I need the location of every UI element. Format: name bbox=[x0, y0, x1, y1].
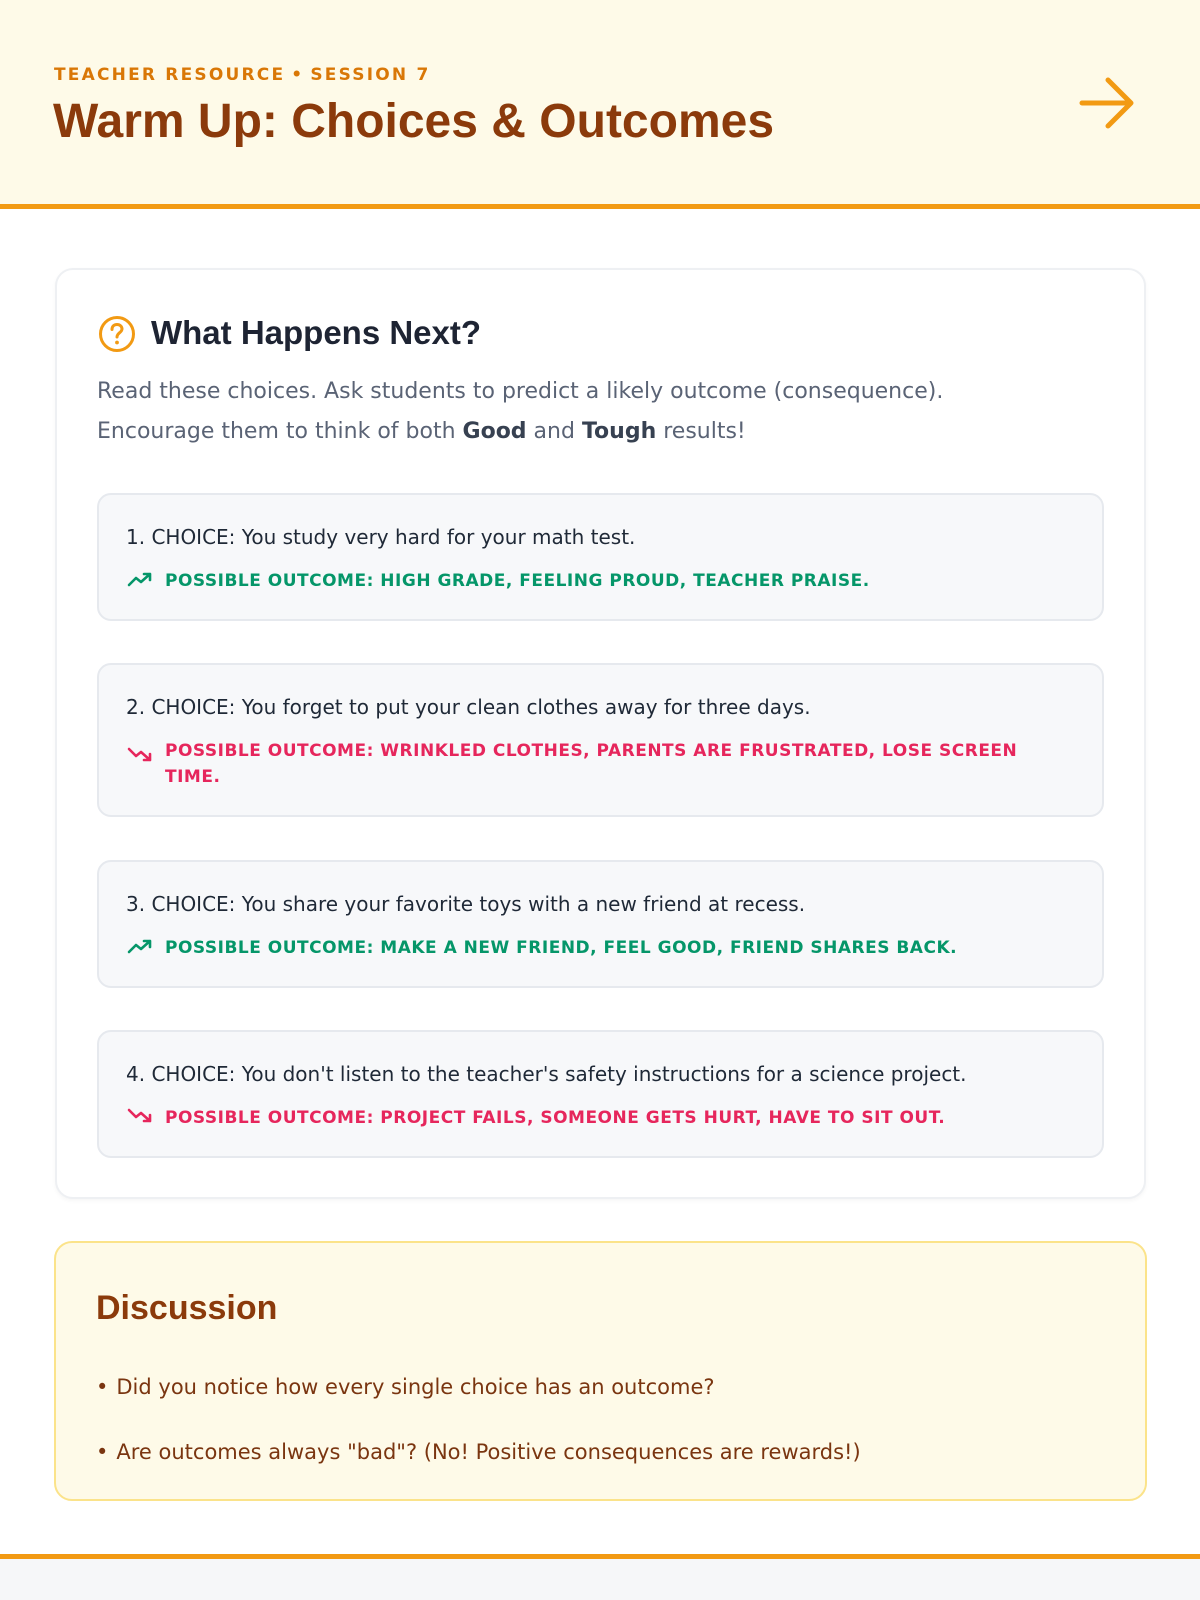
bullet: • bbox=[96, 1375, 109, 1399]
discussion-item bbox=[96, 1375, 715, 1399]
choice-text: 4. CHOICE: You don't listen to the teacher's safety instructions for a science project. bbox=[126, 1062, 967, 1086]
card-intro bbox=[97, 372, 1097, 452]
bullet: • bbox=[96, 1440, 109, 1464]
trending-up-icon bbox=[126, 935, 154, 957]
kicker-resource: TEACHER RESOURCE bbox=[54, 65, 286, 85]
choice-text: 1. CHOICE: You study very hard for your math test. bbox=[126, 525, 636, 549]
intro-suffix: results! bbox=[656, 419, 746, 444]
outcome-text: POSSIBLE OUTCOME: WRINKLED CLOTHES, PARENTS ARE FRUSTRATED, LOSE SCREEN TIME. bbox=[165, 741, 1018, 787]
discussion-item-text: Did you notice how every single choice has an outcome? bbox=[116, 1375, 715, 1399]
trending-down-icon bbox=[126, 1105, 154, 1127]
page-title: Warm Up: Choices & Outcomes bbox=[53, 95, 775, 148]
outcome-text: POSSIBLE OUTCOME: PROJECT FAILS, SOMEONE GETS HURT, HAVE TO SIT OUT. bbox=[165, 1108, 946, 1128]
intro-tough: Tough bbox=[581, 419, 657, 444]
outcome-row bbox=[126, 568, 1076, 594]
choice-text: 3. CHOICE: You share your favorite toys with a new friend at recess. bbox=[126, 892, 806, 916]
question-circle-icon bbox=[98, 315, 136, 353]
trending-up-icon bbox=[126, 568, 154, 590]
choice-card bbox=[97, 860, 1104, 988]
kicker-session: SESSION 7 bbox=[310, 65, 431, 85]
outcome-text: POSSIBLE OUTCOME: HIGH GRADE, FEELING PROUD, TEACHER PRAISE. bbox=[165, 571, 870, 591]
page-footer bbox=[0, 1554, 1200, 1600]
choice-text: 2. CHOICE: You forget to put your clean clothes away for three days. bbox=[126, 695, 811, 719]
intro-line-1: Read these choices. Ask students to predict a likely outcome (consequence). bbox=[97, 379, 944, 404]
discussion-item-text: Are outcomes always "bad"? (No! Positive consequences are rewards!) bbox=[116, 1440, 861, 1464]
discussion-panel bbox=[54, 1241, 1147, 1501]
discussion-title: Discussion bbox=[96, 1289, 278, 1327]
kicker-separator: • bbox=[291, 65, 305, 85]
choice-card bbox=[97, 493, 1104, 621]
card-title: What Happens Next? bbox=[151, 314, 482, 351]
choice-card bbox=[97, 663, 1104, 817]
intro-prefix: Encourage them to think of both bbox=[97, 419, 463, 444]
intro-and: and bbox=[526, 419, 582, 444]
arrow-right-icon[interactable] bbox=[1078, 74, 1136, 132]
choice-card bbox=[97, 1030, 1104, 1158]
intro-line-2 bbox=[97, 412, 1097, 452]
trending-down-icon bbox=[126, 744, 154, 766]
activity-card bbox=[55, 268, 1146, 1199]
discussion-item bbox=[96, 1440, 861, 1464]
page-header bbox=[0, 0, 1200, 209]
outcome-row bbox=[126, 1105, 1076, 1131]
intro-good: Good bbox=[462, 419, 527, 444]
outcome-text: POSSIBLE OUTCOME: MAKE A NEW FRIEND, FEEL GOOD, FRIEND SHARES BACK. bbox=[165, 938, 958, 958]
resource-kicker bbox=[54, 65, 431, 85]
outcome-row bbox=[126, 935, 1076, 961]
outcome-row bbox=[126, 738, 1026, 790]
